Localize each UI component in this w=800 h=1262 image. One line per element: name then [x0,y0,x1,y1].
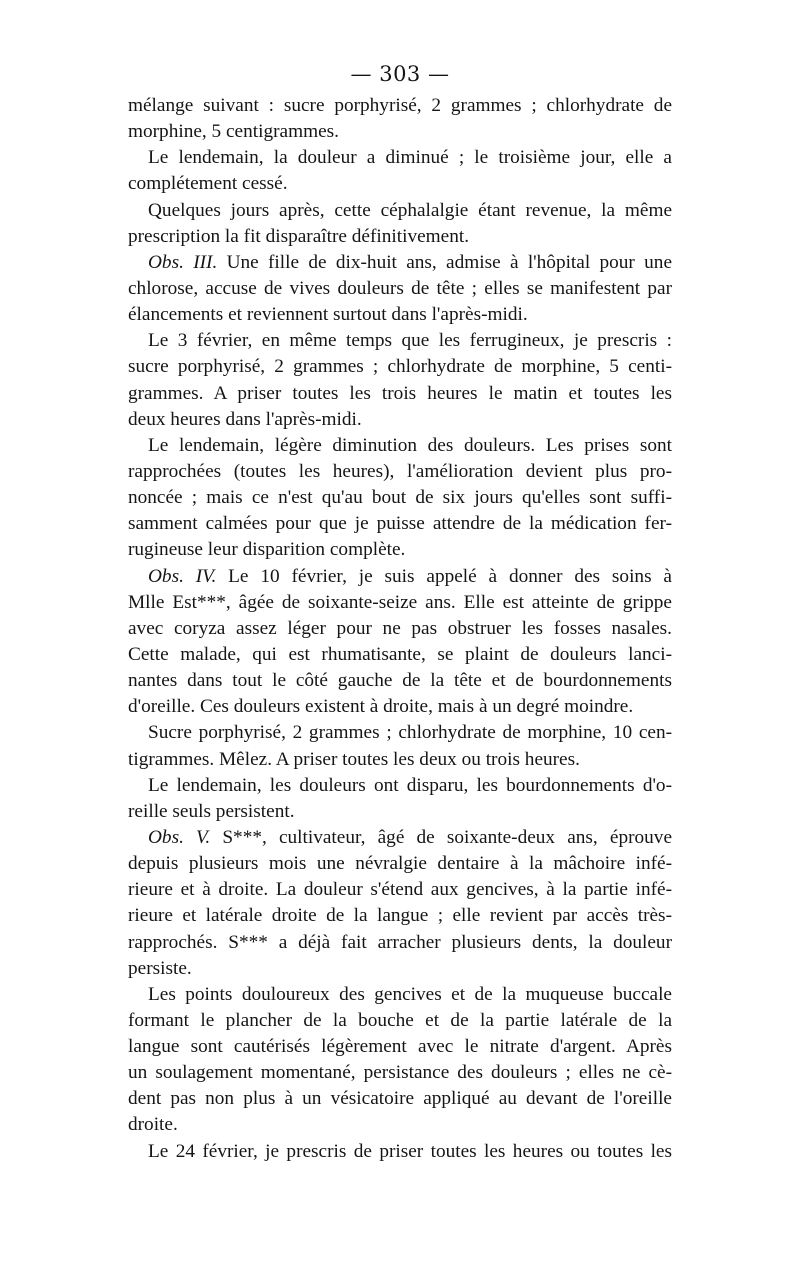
text-line [128,747,672,773]
line-text: Le 24 février, je prescris de priser toutes les heures ou toutes les [148,1140,672,1162]
line-text: rugineuse leur disparition complète. [128,539,406,561]
text-line [128,537,672,563]
text-line [128,694,672,720]
page-number: — 303 — [350,62,450,86]
line-text: rapprochées (toutes les heures), l'amélioration devient plus pro- [128,460,672,482]
text-line [128,668,672,694]
paragraph [128,93,672,145]
text-line [128,903,672,929]
line-text: formant le plancher de la bouche et de la partie latérale de la [128,1009,672,1031]
observation-label: Obs. III. [148,251,218,273]
line-text: Sucre porphyrisé, 2 grammes ; chlorhydrate de morphine, 10 cen- [148,722,672,744]
line-text: rieure et à droite. La douleur s'étend aux gencives, à la partie infé- [128,879,672,901]
line-text: Cette malade, qui est rhumatisante, se plaint de douleurs lanci- [128,643,672,665]
paragraph [128,328,672,433]
paragraph [128,250,672,328]
text-line [128,407,672,433]
text-line [128,851,672,877]
line-text: langue sont cautérisés légèrement avec le nitrate d'argent. Après [128,1036,672,1058]
line-text: droite. [128,1114,178,1136]
paragraph [128,433,672,564]
text-line [128,171,672,197]
line-text: Mlle Est***, âgée de soixante-seize ans. Elle est atteinte de grippe [128,591,672,613]
text-line [128,616,672,642]
paragraph [128,720,672,772]
text-line [128,354,672,380]
line-text: sucre porphyrisé, 2 grammes ; chlorhydrate de morphine, 5 centi- [128,356,672,378]
paragraph [128,1139,672,1165]
text-line [128,564,672,590]
text-line [128,1086,672,1112]
text-line [128,145,672,171]
line-text: un soulagement momentané, persistance des douleurs ; elles ne cè- [128,1062,672,1084]
line-text: mélange suivant : sucre porphyrisé, 2 grammes ; chlorhydrate de [128,95,672,116]
line-text: Le lendemain, la douleur a diminué ; le troisième jour, elle a [148,147,672,169]
text-line [128,590,672,616]
text-line [128,433,672,459]
text-line [128,877,672,903]
text-line [128,119,672,145]
line-text: tigrammes. Mêlez. A priser toutes les deux ou trois heures. [128,748,580,770]
line-text: Le 3 février, en même temps que les ferrugineux, je prescris : [148,330,672,352]
text-line [128,720,672,746]
text-line [128,956,672,982]
line-text: noncée ; mais ce n'est qu'au bout de six jours qu'elles sont suffi- [128,487,672,509]
line-text: prescription la fit disparaître définitivement. [128,225,470,247]
line-text: reille seuls persistent. [128,800,295,822]
text-line [128,511,672,537]
text-line [128,1008,672,1034]
text-line [128,276,672,302]
paragraph [128,564,672,721]
line-text: S***, cultivateur, âgé de soixante-deux ans, éprouve [210,826,672,848]
line-text: morphine, 5 centigrammes. [128,121,339,143]
text-line [128,302,672,328]
paragraph [128,773,672,825]
paragraph [128,825,672,982]
line-text: chlorose, accuse de vives douleurs de tête ; elles se manifestent par [128,277,672,299]
text-line [128,250,672,276]
text-line [128,93,672,119]
paragraph [128,145,672,197]
line-text: persiste. [128,957,192,979]
line-text: avec coryza assez léger pour ne pas obstruer les fosses nasales. [128,617,672,639]
line-text: d'oreille. Ces douleurs existent à droite, mais à un degré moindre. [128,696,634,718]
line-text: complétement cessé. [128,173,288,195]
line-text: Le 10 février, je suis appelé à donner des soins à [216,565,672,587]
text-line [128,773,672,799]
line-text: Les points douloureux des gencives et de la muqueuse buccale [148,983,672,1005]
text-line [128,381,672,407]
paragraph [128,198,672,250]
line-text: Le lendemain, les douleurs ont disparu, les bourdonnements d'o- [148,774,672,796]
text-line [128,485,672,511]
line-text: depuis plusieurs mois une névralgie dentaire à la mâchoire infé- [128,853,672,875]
text-line [128,930,672,956]
line-text: Une fille de dix-huit ans, admise à l'hôpital pour une [217,251,672,273]
text-line [128,1112,672,1138]
line-text: Quelques jours après, cette céphalalgie étant revenue, la même [148,199,672,221]
line-text: rieure et latérale droite de la langue ; elle revient par accès très- [128,905,672,927]
text-line [128,642,672,668]
text-line [128,459,672,485]
paragraph [128,982,672,1139]
text-line [128,1060,672,1086]
text-line [128,825,672,851]
line-text: samment calmées pour que je puisse attendre de la médication fer- [128,513,672,535]
line-text: nantes dans tout le côté gauche de la tête et de bourdonnements [128,670,672,692]
text-line [128,198,672,224]
line-text: élancements et reviennent surtout dans l'après-midi. [128,304,528,326]
text-line [128,982,672,1008]
text-line [128,1139,672,1165]
body-text [128,93,672,1165]
line-text: grammes. A priser toutes les trois heures le matin et toutes les [128,382,672,404]
line-text: dent pas non plus à un vésicatoire appliqué au devant de l'oreille [128,1088,672,1110]
observation-label: Obs. IV. [148,565,217,587]
line-text: rapprochés. S*** a déjà fait arracher plusieurs dents, la douleur [128,931,672,953]
line-text: Le lendemain, légère diminution des douleurs. Les prises sont [148,434,672,456]
text-line [128,799,672,825]
line-text: deux heures dans l'après-midi. [128,408,362,430]
text-line [128,328,672,354]
text-line [128,1034,672,1060]
observation-label: Obs. V. [148,826,211,848]
text-line [128,224,672,250]
